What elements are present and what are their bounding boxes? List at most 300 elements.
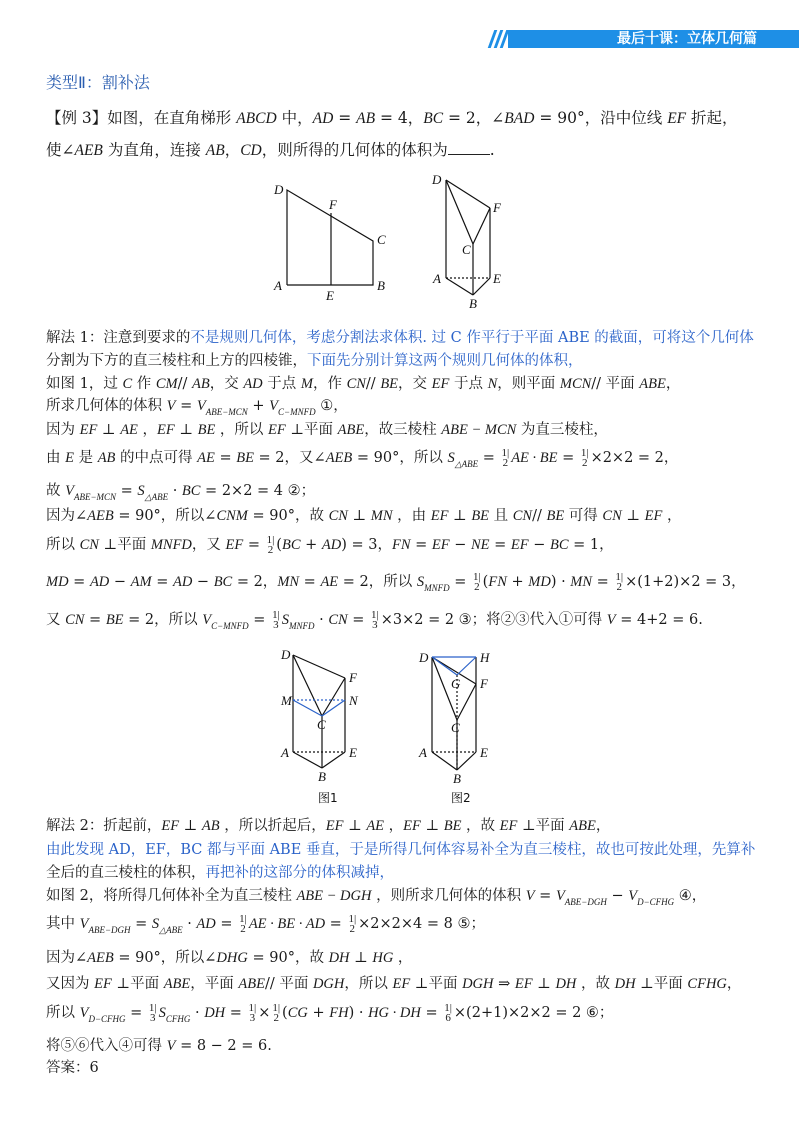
text: ， <box>224 141 241 159</box>
label: M <box>281 693 292 708</box>
text: ⊥ <box>343 818 367 834</box>
text: · <box>190 1005 205 1021</box>
math-var: V <box>269 398 279 414</box>
fraction: 1|2 <box>580 447 589 469</box>
math-var: S <box>151 916 160 932</box>
math-var: CD <box>240 142 262 159</box>
text: // <box>177 376 192 392</box>
text: 解法 2：折起前， <box>46 818 162 834</box>
math-var: MN <box>570 574 593 590</box>
math-var: CN <box>65 612 85 628</box>
math-var: C <box>122 376 133 392</box>
math-var: EF <box>499 818 518 834</box>
text: = <box>489 537 511 553</box>
math-var: HG <box>372 950 394 966</box>
text: ⊥ <box>448 508 472 524</box>
math-var: AM <box>130 574 152 590</box>
text: = <box>68 574 90 590</box>
text: 故 <box>46 483 66 499</box>
math-var: CN <box>346 376 366 392</box>
math-var: V <box>79 1005 89 1021</box>
math-var: AD <box>172 574 193 590</box>
text: 因为 <box>46 422 80 438</box>
text: ，故 <box>576 976 615 992</box>
math-var: V <box>79 916 89 932</box>
text: = 1， <box>568 537 614 553</box>
text: ) · <box>348 1005 369 1021</box>
math-var: EF <box>510 537 529 553</box>
fraction: 1|3 <box>248 1002 257 1024</box>
math-var: EF <box>644 508 663 524</box>
text: ×2×2×4 = 8 ⑤； <box>358 916 485 932</box>
text: 又因为 <box>46 976 95 992</box>
math-var: BC <box>423 110 444 127</box>
text: = 2， <box>232 574 278 590</box>
text: 且 <box>489 508 513 524</box>
text: // <box>532 508 547 524</box>
math-var: V <box>65 483 74 499</box>
text: = <box>420 1005 443 1021</box>
highlight-text: 不是规则几何体，考虑分割法求体积. 过 C 作平行于平面 ABE 的截面，可将这个几何体 <box>190 330 754 346</box>
math-var: BE <box>236 450 254 466</box>
math-var: AB <box>201 818 220 834</box>
fraction: 1|2 <box>272 1002 281 1024</box>
text: = 90°，所以∠ <box>113 950 217 966</box>
math-var: EF <box>431 537 450 553</box>
text: 由 <box>46 450 66 466</box>
text: ，故三棱柱 <box>364 422 442 438</box>
header-title: 最后十课：立体几何篇 <box>617 31 757 47</box>
text: ( <box>282 1005 288 1021</box>
math-var: FN <box>488 574 507 590</box>
math-var: DH <box>204 1005 226 1021</box>
text: ⊥平面 <box>111 976 164 992</box>
math-var: BAD <box>504 110 535 127</box>
text: = <box>557 450 579 466</box>
text: ，作 <box>312 376 347 392</box>
text: 又 <box>46 612 66 628</box>
text: = 2×2 = 4 ②； <box>200 483 316 499</box>
text: 因为∠ <box>46 950 88 966</box>
math-var: ABE − MCN <box>441 422 517 438</box>
text: = 2，所以 <box>123 612 203 628</box>
text: = 2，∠ <box>443 109 505 127</box>
subscript: MNFD <box>289 621 315 631</box>
math-var: V <box>525 888 535 904</box>
subscript: ABE−DGH <box>88 925 131 935</box>
text: − <box>449 537 471 553</box>
math-var: ABE <box>639 376 666 392</box>
math-var: S <box>281 612 289 628</box>
subscript: MNFD <box>424 583 450 593</box>
text: = 90°，故 <box>247 508 329 524</box>
text: 全后的直三棱柱的体积， <box>46 865 206 881</box>
text: · <box>168 483 182 499</box>
label: B <box>469 296 477 311</box>
text: = <box>248 612 271 628</box>
text: ⊥ <box>532 976 556 992</box>
label: A <box>274 278 282 293</box>
label: B <box>377 278 385 293</box>
math-var: AD <box>89 574 110 590</box>
math-var: EF <box>225 537 244 553</box>
text: ⊥平面 <box>635 976 688 992</box>
math-var: BC <box>549 537 569 553</box>
text: . <box>489 141 495 159</box>
label: F <box>329 197 337 212</box>
fraction: 1|2 <box>501 447 510 469</box>
text: ×2×2 = 2， <box>590 450 679 466</box>
math-var: AEB <box>87 950 114 966</box>
text: 如图 1，过 <box>46 376 123 392</box>
label: C <box>317 717 326 732</box>
text: ⊥ <box>349 950 373 966</box>
subscript: CFHG <box>165 1014 191 1024</box>
subscript: C−MNFD <box>211 621 249 631</box>
text: ， <box>662 508 682 524</box>
label: F <box>493 200 501 215</box>
text: ，所以 <box>215 422 269 438</box>
text: ， <box>393 950 413 966</box>
text: = 8 − 2 = 6. <box>175 1038 272 1054</box>
math-var: BE <box>471 508 490 524</box>
label: D <box>419 650 429 665</box>
math-var: V <box>166 1038 176 1054</box>
math-var: MCN <box>559 376 592 392</box>
text: // 平面 <box>591 376 640 392</box>
math-var: S <box>447 450 455 466</box>
math-var: EF <box>157 422 175 438</box>
fraction: 1|6 <box>444 1002 452 1024</box>
text: 作 <box>132 376 156 392</box>
text: 可得 <box>564 508 603 524</box>
math-var: CN <box>602 508 622 524</box>
text: + <box>307 1005 330 1021</box>
subscript: ABE−MCN <box>205 407 248 417</box>
math-var: AB <box>205 142 225 159</box>
math-var: BE <box>546 508 565 524</box>
figure-1 <box>293 655 345 768</box>
text: ⊥平面 <box>98 537 151 553</box>
math-var: EF <box>514 976 533 992</box>
text: ⊥ <box>420 818 444 834</box>
math-var: FN <box>391 537 411 553</box>
math-var: EF <box>268 422 286 438</box>
figure-2 <box>432 657 476 770</box>
math-var: MN <box>277 574 300 590</box>
text: = <box>175 398 197 414</box>
text: ， <box>726 976 742 992</box>
text: // <box>365 376 381 392</box>
math-var: V <box>166 398 176 414</box>
math-var: S <box>137 483 145 499</box>
math-var: AB <box>97 450 116 466</box>
math-var: CN <box>512 508 533 524</box>
text: = <box>347 612 370 628</box>
text: 于点 <box>449 376 488 392</box>
text: ，则所得的几何体的体积为 <box>261 141 448 159</box>
text: 其中 <box>46 916 80 932</box>
text: = <box>325 916 347 932</box>
text: 为直角，连接 <box>102 141 206 159</box>
math-var: AE · BE <box>511 450 558 466</box>
text: 为直三棱柱， <box>516 422 608 438</box>
section-title: 类型Ⅱ：割补法 <box>46 73 150 92</box>
text: ， <box>595 818 611 834</box>
label: A <box>419 745 427 760</box>
highlight-text: 再把补的这部分的体积减掉， <box>205 865 394 881</box>
label: E <box>493 271 501 286</box>
math-var: AE <box>120 422 138 438</box>
math-var: ABE <box>569 818 596 834</box>
text: ⊥ <box>174 422 198 438</box>
text: − <box>109 574 131 590</box>
text: 如图 2，将所得几何体补全为直三棱柱 <box>46 888 297 904</box>
text: ⊥ <box>97 422 121 438</box>
text: = <box>84 612 106 628</box>
math-var: AD <box>312 110 334 127</box>
fraction: 1|3 <box>272 609 280 631</box>
math-var: BE <box>443 818 462 834</box>
text: ，平面 <box>190 976 239 992</box>
math-var: DHG <box>216 950 248 966</box>
math-var: MNFD <box>150 537 192 553</box>
text: = <box>130 916 152 932</box>
math-var: CN <box>328 612 348 628</box>
math-var: AE <box>197 450 215 466</box>
math-var: AE <box>366 818 385 834</box>
math-var: DH <box>328 950 350 966</box>
label: B <box>318 769 326 784</box>
label: A <box>433 271 441 286</box>
math-var: AEB <box>74 142 103 159</box>
math-var: MD <box>46 574 69 590</box>
fraction: 1|2 <box>472 571 481 593</box>
text: + <box>247 398 270 414</box>
math-var: EF <box>161 818 180 834</box>
math-var: ABE <box>337 422 365 438</box>
math-var: EF <box>392 976 411 992</box>
text: = <box>214 450 237 466</box>
math-var: DH <box>614 976 636 992</box>
math-var: E <box>65 450 74 466</box>
text: − <box>606 888 629 904</box>
highlight-text: 下面先分别计算这两个规则几何体的体积， <box>307 353 583 369</box>
fraction: 1|3 <box>148 1002 157 1024</box>
math-var: ABCD <box>236 110 277 127</box>
math-var: BE <box>380 376 399 392</box>
text: ⊥平面 <box>285 422 338 438</box>
label: C <box>377 232 386 247</box>
math-var: CNM <box>216 508 248 524</box>
text: = <box>478 450 500 466</box>
text: ⊥平面 <box>517 818 570 834</box>
text: ⊥平面 <box>410 976 463 992</box>
text: = 90°，故 <box>247 950 329 966</box>
label: F <box>349 670 357 685</box>
label: H <box>480 650 490 665</box>
math-var: AE <box>320 574 339 590</box>
label: E <box>480 745 488 760</box>
text: ，又 <box>191 537 226 553</box>
math-var: V <box>555 888 565 904</box>
text: 所以 <box>46 1005 80 1021</box>
figure-2-caption: 图2 <box>451 791 471 805</box>
math-var: ABE − DGH <box>296 888 372 904</box>
math-var: CN <box>79 537 99 553</box>
text: ×(2+1)×2×2 = 2 ⑥； <box>453 1005 614 1021</box>
math-var: EF <box>430 508 449 524</box>
math-var: EF <box>403 818 421 834</box>
math-var: NE <box>470 537 490 553</box>
math-var: AEB <box>87 508 114 524</box>
text: ，交 <box>398 376 432 392</box>
text: 折起， <box>686 109 738 127</box>
math-var: CM <box>155 376 178 392</box>
text: = <box>225 1005 247 1021</box>
text: ⊥ <box>347 508 371 524</box>
fraction: 1|3 <box>371 609 379 631</box>
text: ，则所求几何体的体积 <box>371 888 526 904</box>
math-var: BE <box>197 422 216 438</box>
label: C <box>462 242 471 257</box>
text: 将⑤⑥代入④可得 <box>46 1038 167 1054</box>
text: = <box>215 916 238 932</box>
text: ) = 3， <box>341 537 392 553</box>
subscript: D−CFHG <box>637 897 675 907</box>
text: ，故 <box>461 818 500 834</box>
math-var: EF <box>94 976 112 992</box>
text: + <box>300 537 322 553</box>
text: ⊥ <box>179 818 202 834</box>
text: ×3×2 = 2 ③；将②③代入①可得 <box>380 612 607 628</box>
math-var: AB <box>356 110 376 127</box>
math-var: BC <box>281 537 301 553</box>
text: ， <box>137 422 158 438</box>
label: B <box>453 771 461 786</box>
subscript: D−CFHG <box>88 1014 126 1024</box>
math-var: EF <box>79 422 98 438</box>
text: = 90°，所以∠ <box>113 508 217 524</box>
math-var: N <box>487 376 498 392</box>
text: // 平面 <box>264 976 313 992</box>
label: G <box>451 676 461 691</box>
subscript: ABE−DGH <box>564 897 607 907</box>
text: ，则平面 <box>497 376 560 392</box>
text: = <box>151 574 173 590</box>
math-var: V <box>628 888 638 904</box>
math-var: V <box>196 398 206 414</box>
text: ( <box>482 574 489 590</box>
text: ( <box>276 537 282 553</box>
text: = <box>299 574 321 590</box>
math-var: V <box>606 612 616 628</box>
text: 于点 <box>262 376 301 392</box>
text: ⊥ <box>621 508 645 524</box>
math-var: AD <box>321 537 342 553</box>
label: A <box>281 745 289 760</box>
math-var: CN <box>328 508 348 524</box>
label: C <box>451 720 460 735</box>
math-var: BC <box>181 483 201 499</box>
math-var: AB <box>191 376 210 392</box>
fraction: 1|2 <box>239 913 247 935</box>
text: = <box>592 574 614 590</box>
folded-figure <box>446 180 490 295</box>
highlight-text: 由此发现 AD，EF，BC 都与平面 ABE 垂直，于是所得几何体容易补全为直三棱柱，故也可按此处理，先算补 <box>46 842 756 858</box>
text: · <box>182 916 197 932</box>
label: E <box>326 288 334 303</box>
math-var: MD <box>528 574 551 590</box>
text: 是 <box>73 450 98 466</box>
text: = <box>243 537 265 553</box>
text: ， <box>665 376 681 392</box>
text: ，所以折起后， <box>219 818 326 834</box>
text: 的中点可得 <box>115 450 198 466</box>
math-var: ABE <box>238 976 265 992</box>
figure-1-caption: 图1 <box>318 791 338 805</box>
text: = <box>125 1005 147 1021</box>
text: ④， <box>674 888 707 904</box>
text: ⇒ <box>493 976 515 992</box>
text: − <box>528 537 550 553</box>
figure-1-labels <box>280 647 359 805</box>
text: = 2，又∠ <box>253 450 326 466</box>
math-var: CG <box>287 1005 308 1021</box>
text: 分割为下方的直三棱柱和上方的四棱锥， <box>46 353 307 369</box>
label: D <box>281 647 291 662</box>
label: D <box>274 182 284 197</box>
math-var: FH <box>329 1005 349 1021</box>
label: F <box>480 676 488 691</box>
text: = <box>534 888 556 904</box>
text: ，交 <box>209 376 244 392</box>
math-var: BC <box>213 574 233 590</box>
math-var: EF <box>667 110 687 127</box>
math-var: AD <box>196 916 216 932</box>
math-var: DGH <box>462 976 494 992</box>
text: = 2，所以 <box>338 574 417 590</box>
label: E <box>349 745 357 760</box>
text: × <box>258 1005 271 1021</box>
fraction: 1|2 <box>266 534 275 556</box>
subscript: C−MNFD <box>278 407 316 417</box>
text: = <box>116 483 138 499</box>
text: = 90°，所以 <box>352 450 448 466</box>
text: = 90°，沿中位线 <box>534 109 668 127</box>
math-var: M <box>300 376 313 392</box>
text: ，所以 <box>344 976 393 992</box>
text: 所以 <box>46 537 80 553</box>
label: N <box>349 693 358 708</box>
text: 使∠ <box>46 141 75 159</box>
math-var: MN <box>370 508 393 524</box>
text: · <box>314 612 329 628</box>
math-var: BE <box>105 612 124 628</box>
text: ①， <box>315 398 348 414</box>
text: − <box>192 574 214 590</box>
math-var: ABE <box>163 976 191 992</box>
math-var: HG · DH <box>368 1005 421 1021</box>
math-var: CFHG <box>687 976 727 992</box>
subscript: △ABE <box>454 459 479 469</box>
fraction: 1|2 <box>348 913 357 935</box>
text: ×(1+2)×2 = 3， <box>625 574 746 590</box>
text: 解法 1：注意到要求的 <box>46 330 191 346</box>
text: = <box>333 109 357 127</box>
math-var: EF <box>431 376 450 392</box>
text: ， <box>384 818 404 834</box>
